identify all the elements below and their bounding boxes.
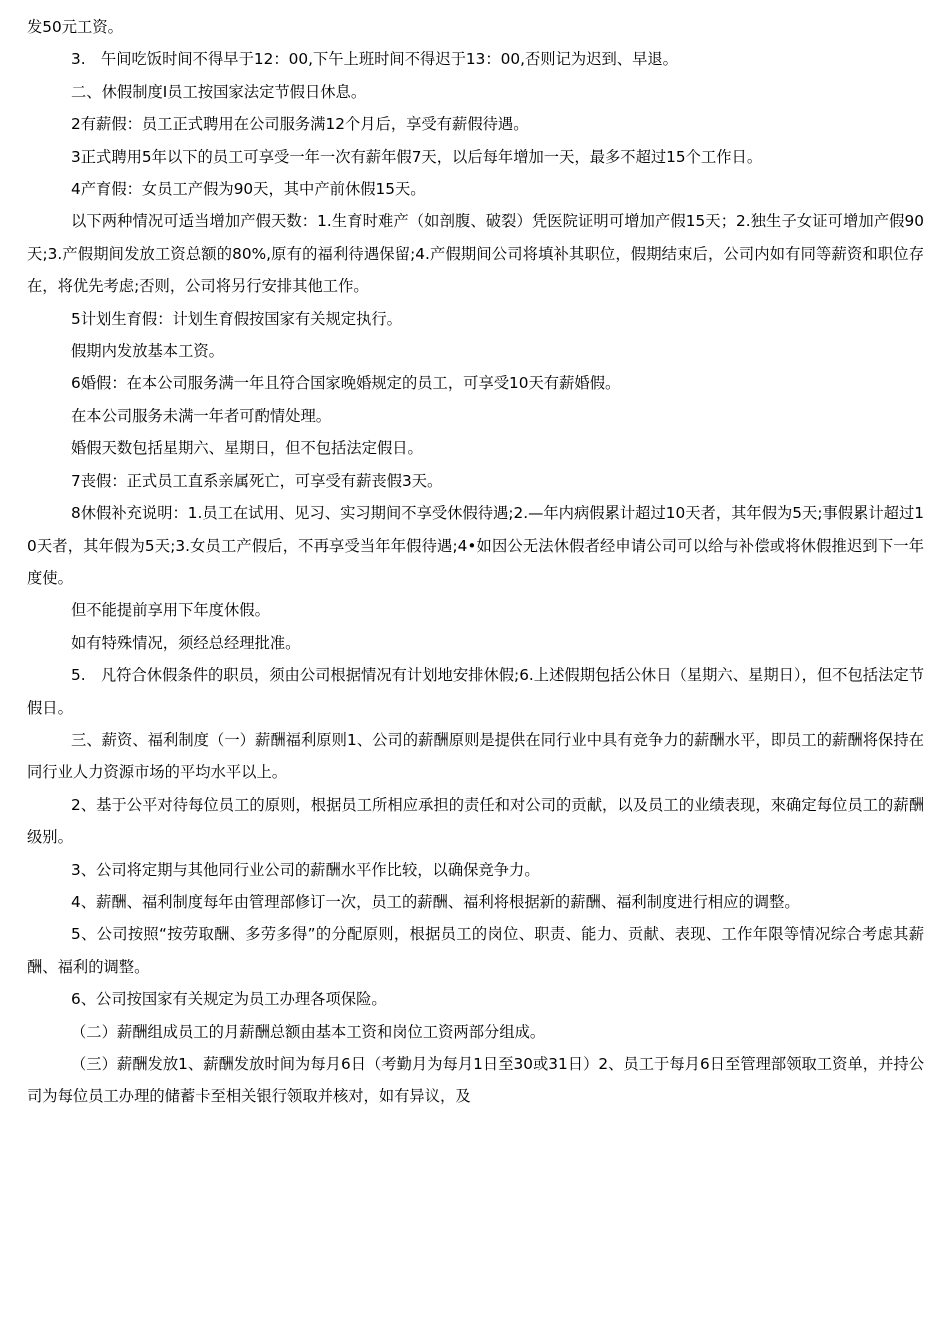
paragraph-16: 如有特殊情况，须经总经理批准。 bbox=[71, 633, 301, 652]
paragraph-13: 7丧假：正式员工直系亲属死亡，可享受有薪丧假3天。 bbox=[71, 471, 443, 490]
paragraph-3: 二、休假制度I员工按国家法定节假日休息。 bbox=[71, 82, 367, 101]
paragraph-22: 5、公司按照“按劳取酬、多劳多得”的分配原则，根据员工的岗位、职责、能力、贡献、表现、工作年限等情况综合考虑其薪酬、福利的调整。 bbox=[27, 925, 924, 976]
paragraph-1: 发50元工资。 bbox=[27, 18, 123, 36]
paragraph-8: 5计划生育假：计划生育假按国家有关规定执行。 bbox=[71, 309, 402, 328]
paragraph-12: 婚假天数包括星期六、星期日，但不包括法定假日。 bbox=[71, 439, 423, 458]
paragraph-20: 3、公司将定期与其他同行业公司的薪酬水平作比较，以确保竞争力。 bbox=[71, 860, 540, 879]
paragraph-14: 8休假补充说明：1.员工在试用、见习、实习期间不享受休假待遇;2.—年内病假累计超过10天者，其年假为5天;事假累计超过10天者，其年假为5天;3.女员工产假后，不再享受当年年假待遇;4•如因公无法休假者经申请公司可以给与补偿或将休假推迟到下一年度使。 bbox=[27, 504, 925, 587]
paragraph-11: 在本公司服务未满一年者可酌情处理。 bbox=[71, 406, 332, 425]
paragraph-19: 2、基于公平对待每位员工的原则，根据员工所相应承担的责任和对公司的贡献，以及员工的业绩表现，來确定每位员工的薪酬级别。 bbox=[27, 795, 924, 847]
paragraph-21: 4、薪酬、福利制度每年由管理部修订一次，员工的薪酬、福利将根据新的薪酬、福利制度进行相应的调整。 bbox=[71, 892, 800, 911]
paragraph-2: 3. 午间吃饭时间不得早于12：00,下午上班时间不得迟于13：00,否则记为迟到、早退。 bbox=[71, 50, 678, 69]
paragraph-5: 3正式聘用5年以下的员工可享受一年一次有薪年假7天，以后每年增加一天，最多不超过15个工作日。 bbox=[71, 147, 763, 166]
paragraph-15: 但不能提前享用下年度休假。 bbox=[71, 601, 270, 620]
paragraph-23: 6、公司按国家有关规定为员工办理各项保险。 bbox=[71, 990, 387, 1009]
paragraph-17: 5. 凡符合休假条件的职员，须由公司根据情况有计划地安排休假;6.上述假期包括公休日（星期六、星期日），但不包括法定节假日。 bbox=[27, 666, 924, 717]
paragraph-9: 假期内发放基本工资。 bbox=[71, 342, 224, 361]
paragraph-6: 4产育假：女员工产假为90天，其中产前休假15天。 bbox=[71, 180, 426, 199]
paragraph-24: （二）薪酬组成员工的月薪酬总额由基本工资和岗位工资两部分组成。 bbox=[71, 1022, 546, 1041]
paragraph-7: 以下两种情况可适当增加产假天数：1.生育时难产（如剖腹、破裂）凭医院证明可增加产假15天；2.独生子女证可增加产假90天;3.产假期间发放工资总额的80%,原有的福利待遇保留;4.产假期间公司将填补其职位，假期结束后，公司内如有同等薪资和职位存在，将优先考虑;否则，公司将另行安排其他工作。 bbox=[27, 212, 924, 296]
paragraph-10: 6婚假：在本公司服务满一年且符合国家晚婚规定的员工，可享受10天有薪婚假。 bbox=[71, 374, 621, 393]
paragraph-4: 2有薪假：员工正式聘用在公司服务满12个月后，享受有薪假待遇。 bbox=[71, 115, 529, 134]
paragraph-25: （三）薪酬发放1、薪酬发放时间为每月6日（考勤月为每月1日至30或31日）2、员工于每月6日至管理部领取工资单，并持公司为每位员工办理的储蓄卡至相关银行领取并核对，如有异议，及 bbox=[27, 1055, 924, 1106]
paragraph-18: 三、薪资、福利制度（一）薪酬福利原则1、公司的薪酬原则是提供在同行业中具有竞争力的薪酬水平，即员工的薪酬将保持在同行业人力资源市场的平均水平以上。 bbox=[27, 730, 924, 782]
